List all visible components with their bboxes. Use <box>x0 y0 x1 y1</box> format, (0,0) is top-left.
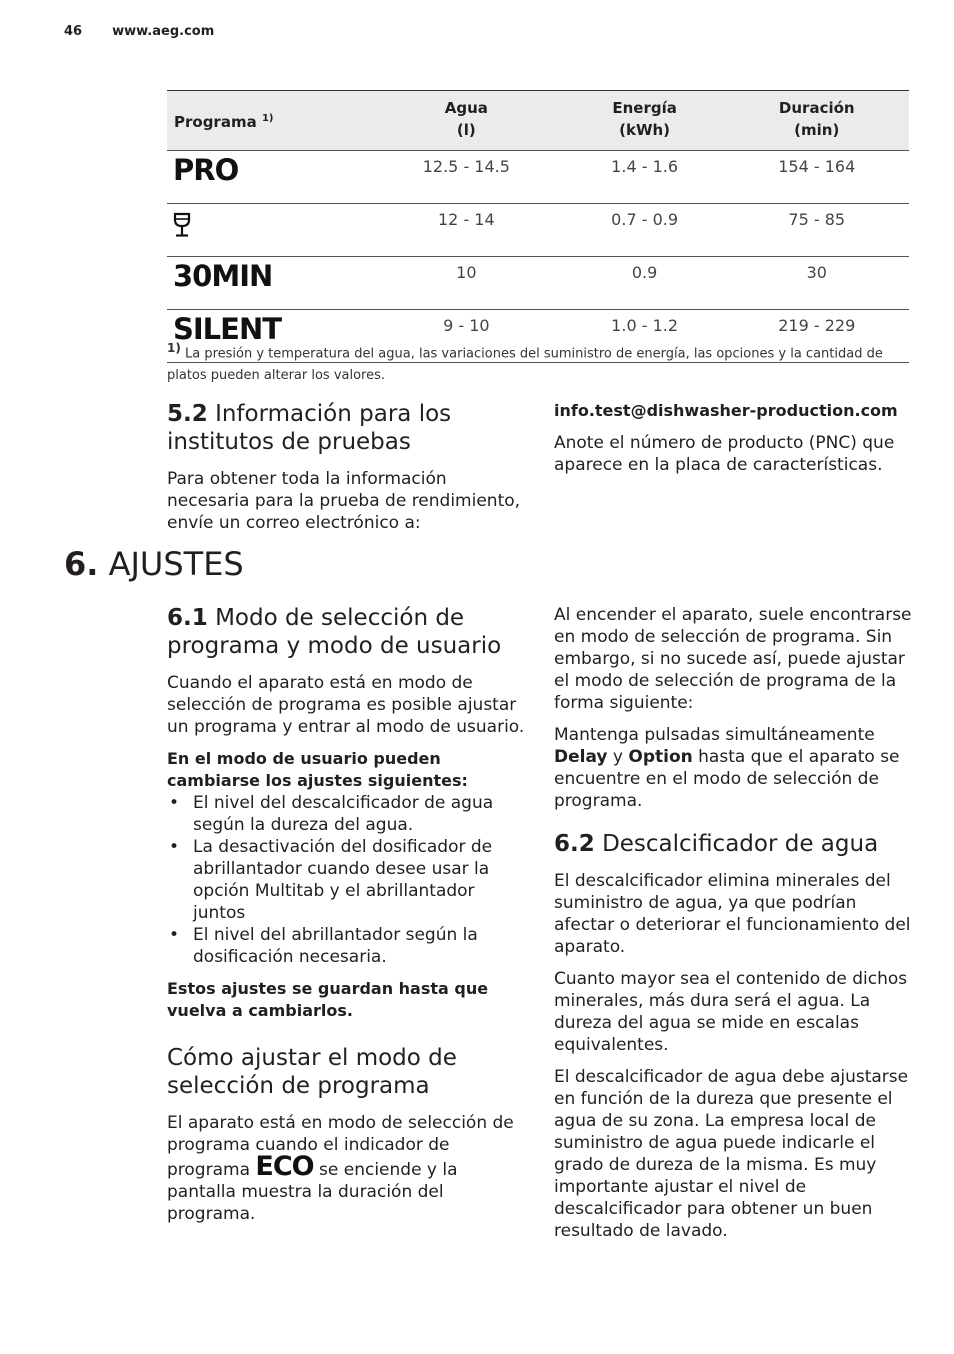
cell-energia: 0.7 - 0.9 <box>565 204 725 257</box>
glass-icon <box>173 212 191 238</box>
section-5-2 <box>167 400 527 544</box>
cell-duracion: 75 - 85 <box>725 204 909 257</box>
program-symbol <box>167 204 368 257</box>
cell-energia: 1.0 - 1.2 <box>565 310 725 363</box>
col-agua: Agua (l) <box>368 91 565 151</box>
section-5-2-body2: Anote el número de producto (PNC) que aparece en la placa de características. <box>554 433 895 475</box>
cell-energia: 1.4 - 1.6 <box>565 151 725 204</box>
section-6-2-p1: El descalcificador elimina minerales del suministro de agua, ya que podrían afectar o deteriorar el funcionamiento del aparato. <box>554 871 911 957</box>
section-6-2-title: 6.2 Descalcificador de agua <box>554 831 879 857</box>
cell-agua: 10 <box>368 257 565 310</box>
program-table <box>167 90 909 363</box>
program-symbol: PRO <box>167 151 368 204</box>
table-footnote: $^{1)}$ La presión y temperatura del agua, las variaciones del suministro de energía, las opciones y la cantidad de platos pueden alterar los valores. <box>167 341 883 384</box>
chapter-title: 6. AJUSTES <box>64 545 244 583</box>
como-body: El aparato está en modo de selección de programa cuando el indicador de programa ECO se enciende y la pantalla muestra la duración del programa. <box>167 1113 514 1224</box>
section-6-right <box>554 604 914 1252</box>
section-6-1 <box>167 604 527 1235</box>
como-title: Cómo ajustar el modo de selección de programa <box>167 1045 457 1099</box>
section-6-1-title: 6.1 Modo de selección de programa y modo de usuario <box>167 605 502 659</box>
right-p2: Mantenga pulsadas simultáneamente Delay y Option hasta que el aparato se encuentre en el modo de selección de programa. <box>554 725 900 811</box>
program-symbol: SILENT <box>167 310 368 363</box>
email-address: info.test@dishwasher-production.com <box>554 401 898 420</box>
col-programa: Programa $^{1)}$ <box>167 91 368 151</box>
eco-indicator: ECO <box>255 1151 314 1182</box>
cell-duracion: 219 - 229 <box>725 310 909 363</box>
table-row <box>167 151 909 204</box>
section-6-1-bold1: En el modo de usuario pueden cambiarse los ajustes siguientes: <box>167 749 468 790</box>
cell-agua: 9 - 10 <box>368 310 565 363</box>
table-header-row <box>167 91 909 151</box>
section-6-2-p2: Cuanto mayor sea el contenido de dichos minerales, más dura será el agua. La dureza del agua se mide en escalas equivalentes. <box>554 969 908 1055</box>
cell-energia: 0.9 <box>565 257 725 310</box>
section-6-1-p1: Cuando el aparato está en modo de selección de programa es posible ajustar un programa y entrar al modo de usuario. <box>167 673 525 737</box>
section-6-1-bold2: Estos ajustes se guardan hasta que vuelva a cambiarlos. <box>167 979 489 1020</box>
list-item: • La desactivación del dosificador de abrillantador cuando desee usar la opción Multitab y el abrillantador juntos <box>167 836 527 924</box>
table-row <box>167 204 909 257</box>
list-item: • El nivel del descalcificador de agua según la dureza del agua. <box>167 792 527 836</box>
cell-agua: 12 - 14 <box>368 204 565 257</box>
section-6-2-p3: El descalcificador de agua debe ajustarse en función de la dureza que presente el agua de su zona. La empresa local de suministro de agua puede indicarle el grado de dureza de la misma. Es muy importante ajustar el nivel de descalcificador para obtener un buen resultado de lavado. <box>554 1067 909 1241</box>
settings-list <box>167 792 527 968</box>
page-header <box>64 24 244 39</box>
table-row <box>167 257 909 310</box>
cell-duracion: 154 - 164 <box>725 151 909 204</box>
col-energia: Energía (kWh) <box>565 91 725 151</box>
section-5-2-body: Para obtener toda la información necesaria para la prueba de rendimiento, envíe un correo electrónico a: <box>167 469 521 533</box>
right-p1: Al encender el aparato, suele encontrarse en modo de selección de programa. Sin embargo, si no sucede así, puede ajustar el modo de selección de programa de la forma siguiente: <box>554 605 912 713</box>
page-number: 46 <box>64 24 83 39</box>
list-item: • El nivel del abrillantador según la dosificación necesaria. <box>167 924 527 968</box>
website: www.aeg.com <box>112 24 215 39</box>
cell-duracion: 30 <box>725 257 909 310</box>
col-duracion: Duración (min) <box>725 91 909 151</box>
section-5-2-title: 5.2 Información para los institutos de pruebas <box>167 401 452 455</box>
program-symbol: 30MIN <box>167 257 368 310</box>
section-5-2-right <box>554 400 914 486</box>
cell-agua: 12.5 - 14.5 <box>368 151 565 204</box>
